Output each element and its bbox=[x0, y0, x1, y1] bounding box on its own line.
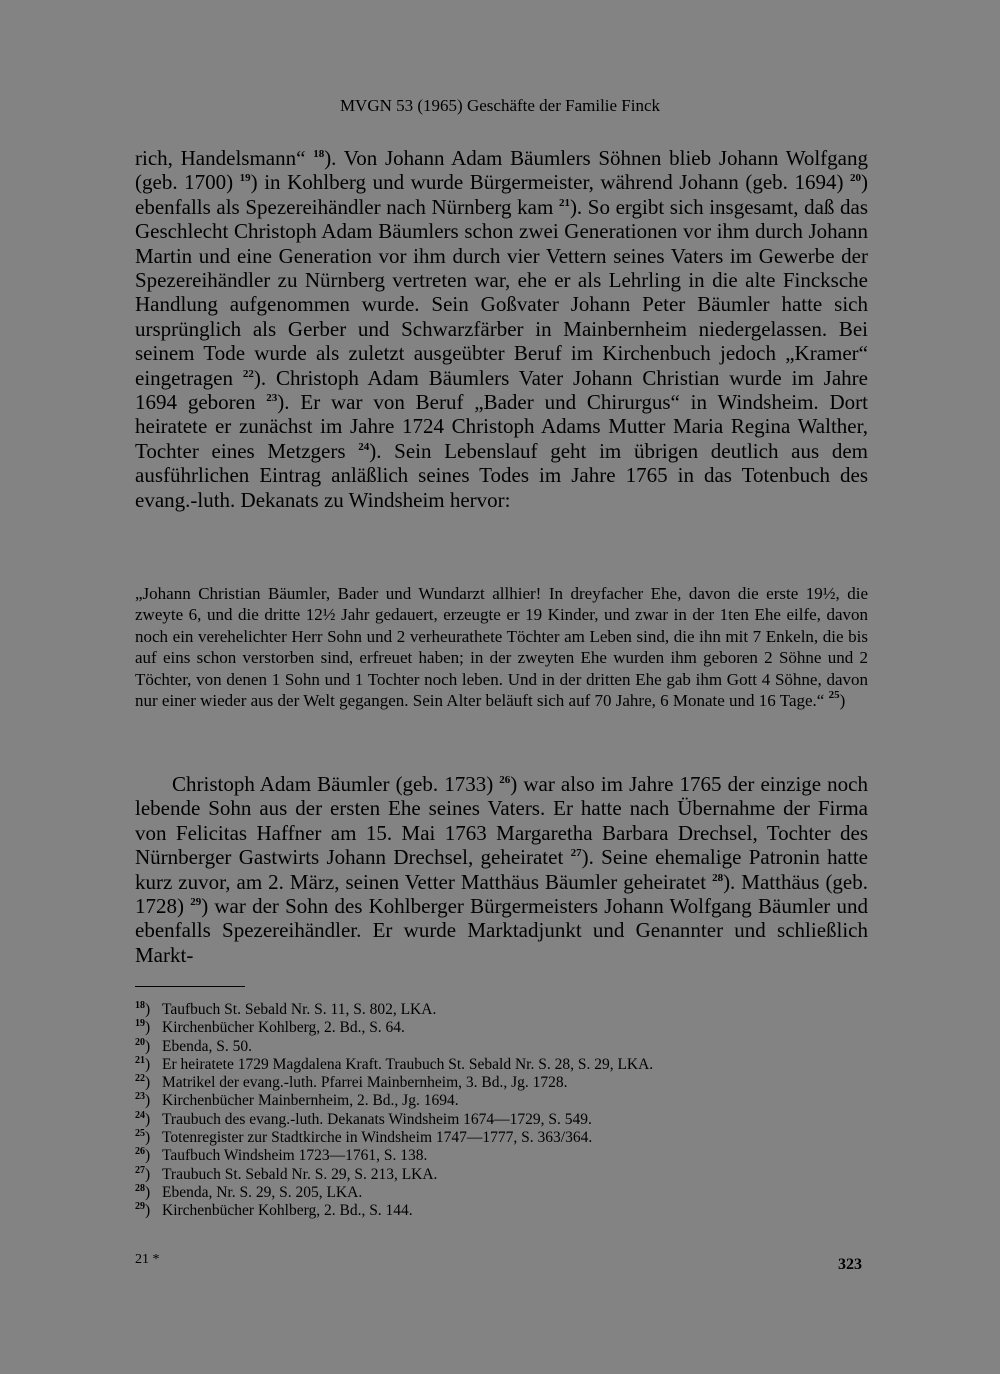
text-run: ). Von Johann Adam Bäumlers Söhnen blieb Johann Wolfgang (geb. 1700) bbox=[135, 146, 868, 195]
footnote-number: $^{28}$) bbox=[135, 1182, 151, 1201]
footnote-number: $^{19}$) bbox=[135, 1018, 151, 1037]
footnote-text: Taufbuch St. Sebald Nr. S. 11, S. 802, LKA. bbox=[162, 1001, 437, 1018]
text-run: rich, Handelsmann“ bbox=[135, 146, 314, 170]
footnote-list bbox=[135, 1001, 653, 1221]
footnote bbox=[135, 1129, 653, 1147]
footnote-text: Traubuch des evang.-luth. Dekanats Windsheim 1674—1729, S. 549. bbox=[162, 1110, 592, 1128]
footnote-number: $^{26}$) bbox=[135, 1146, 151, 1165]
footnote-number: $^{22}$) bbox=[135, 1073, 151, 1092]
page-number: 323 bbox=[838, 1256, 862, 1273]
footnote-number: $^{29}$) bbox=[135, 1201, 151, 1220]
text-run: Christoph Adam Bäumler (geb. 1733) bbox=[172, 772, 500, 796]
footnote-text: Kirchenbücher Kohlberg, 2. Bd., S. 64. bbox=[162, 1019, 405, 1037]
footnote bbox=[135, 1092, 653, 1110]
footnote-number: $^{27}$) bbox=[135, 1164, 151, 1183]
running-header: MVGN 53 (1965) Geschäfte der Familie Finck bbox=[339, 96, 661, 115]
text-run: ). Christoph Adam Bäumlers Vater Johann Christian wurde im Jahre 1694 geboren bbox=[135, 365, 868, 415]
footnote bbox=[135, 1038, 653, 1056]
text-run: ) war der Sohn des Kohlberger Bürgermeisters Johann Wolfgang Bäumler und ebenfalls Spezereihändler. Er wurde Marktadjunkt und Genannter und schließlich Markt- bbox=[135, 894, 869, 967]
footnote-text: Ebenda, Nr. S. 29, S. 205, LKA. bbox=[162, 1183, 363, 1201]
footnote-text: Matrikel der evang.-luth. Pfarrei Mainbernheim, 3. Bd., Jg. 1728. bbox=[162, 1074, 568, 1092]
text-run: ) bbox=[839, 691, 846, 711]
footnote bbox=[135, 1184, 653, 1202]
footnote-ref: 23 bbox=[266, 392, 278, 405]
block-quote bbox=[135, 583, 868, 711]
text-run: „Johann Christian Bäumler, Bader und Wundarzt allhier! In dreyfacher Ehe, davon die erste 19½, die zweyte 6, und die dritte 12½ Jahr gedauert, erzeugte er 19 Kinder, und zwar in der 1ten Ehe eilfe, davon noch ein verehelichter Herr Sohn und 2 verheurathete Töchter am Leben sind, die ihn mit 7 Enkeln, die bis auf eins schon verstorben sind, erfreuet haben; in der zweyten Ehe wurden ihm geboren 2 Söhne und 2 Töchter, von denen 1 Sohn und 1 Tochter noch leben. Und in der dritten Ehe gab ihm Gott 4 Söhne, davon nur einer wieder aus der Welt gegangen. Sein Alter beläuft sich auf 70 Jahre, 6 Monate und 16 Tage.“ bbox=[135, 584, 868, 711]
footnote-text: Totenregister zur Stadtkirche in Windsheim 1747—1777, S. 363/364. bbox=[162, 1129, 593, 1147]
footnote-text: Taufbuch Windsheim 1723—1761, S. 138. bbox=[162, 1147, 428, 1165]
signature-mark: 21 * bbox=[135, 1252, 160, 1267]
footnote bbox=[135, 1111, 653, 1129]
footnote-number: $^{25}$) bbox=[135, 1128, 151, 1147]
footnote bbox=[135, 1147, 653, 1165]
footnote bbox=[135, 1001, 653, 1019]
footnote-number: $^{20}$) bbox=[135, 1036, 151, 1055]
footnote-text: Kirchenbücher Kohlberg, 2. Bd., S. 144. bbox=[162, 1202, 413, 1220]
text-run: ). Matthäus (geb. 1728) bbox=[135, 869, 869, 919]
footnote-separator bbox=[135, 986, 245, 987]
text-run: ) in Kohlberg und wurde Bürgermeister, während Johann (geb. 1694) bbox=[250, 170, 850, 195]
footnote-text: Kirchenbücher Mainbernheim, 2. Bd., Jg. 1694. bbox=[162, 1092, 459, 1110]
body-paragraph-1 bbox=[135, 146, 868, 512]
footnote bbox=[135, 1019, 653, 1037]
text-run: ). Sein Lebenslauf geht im übrigen deutlich aus dem ausführlichen Eintrag anläßlich seines Todes im Jahre 1765 in das Totenbuch des evang.-luth. Dekanats zu Windsheim hervor: bbox=[135, 438, 868, 512]
footnote-ref: 20 bbox=[850, 172, 861, 185]
footnote-number: $^{18}$) bbox=[135, 1000, 151, 1018]
footnote-ref: 29 bbox=[190, 896, 202, 909]
footnote-text: Ebenda, S. 50. bbox=[162, 1037, 252, 1055]
footnote-text: Traubuch St. Sebald Nr. S. 29, S. 213, LKA. bbox=[162, 1165, 438, 1183]
footnote-ref: 21 bbox=[558, 196, 570, 209]
footnote bbox=[135, 1056, 653, 1074]
text-run: ) war also im Jahre 1765 der einzige noch lebende Sohn aus der ersten Ehe seines Vaters. Er hatte nach Übernahme der Firma von Felicitas Haffner am 15. Mai 1763 Margaretha Barbara Drechsel, Tochter des Nürnberger Gastwirts Johann Drechsel, geheiratet bbox=[135, 772, 869, 870]
text-run: ) ebenfalls als Spezereihändler nach Nürnberg kam bbox=[135, 170, 868, 219]
footnote-ref: 22 bbox=[242, 367, 254, 380]
footnote-ref: 27 bbox=[570, 847, 582, 860]
text-run: ). Er war von Beruf „Bader und Chirurgus“ in Windsheim. Dort heiratete er zunächst im Jahre 1724 Christoph Adams Mutter Maria Regina Walther, Tochter eines Metzgers bbox=[135, 390, 869, 463]
footnote-ref: 26 bbox=[499, 774, 511, 786]
footnote-ref: 25 bbox=[828, 689, 840, 702]
footnote-number: $^{24}$) bbox=[135, 1109, 151, 1128]
footnote bbox=[135, 1074, 653, 1092]
footnote-ref: 19 bbox=[239, 172, 251, 185]
footnote bbox=[135, 1202, 653, 1220]
text-run: ). So ergibt sich insgesamt, daß das Geschlecht Christoph Adam Bäumlers schon zwei Generationen vor ihm durch Johann Martin und eine Generation vor ihm durch vier Vettern seines Vaters im Gewerbe der Spezereihändler zu Nürnberg vertreten war, ehe er als Lehrling in die alte Fincksche Handlung aufgenommen wurde. Sein Goßvater Johann Peter Bäumler hatte sich ursprünglich als Gerber und Schwarzfärber in Mainbernheim niedergelassen. Bei seinem Tode wurde als zuletzt ausgeübter Beruf im Kirchenbuch jedoch „Kramer“ eingetragen bbox=[135, 194, 868, 390]
footnote-ref: 28 bbox=[712, 871, 724, 884]
body-paragraph-2 bbox=[135, 772, 868, 967]
footnote bbox=[135, 1166, 653, 1184]
footnote-number: $^{21}$) bbox=[135, 1054, 151, 1073]
footnote-ref: 24 bbox=[358, 440, 370, 453]
footnote-ref: 18 bbox=[313, 148, 325, 160]
text-run: ). Seine ehemalige Patronin hatte kurz zuvor, am 2. März, seinen Vetter Matthäus Bäumler geheiratet bbox=[135, 845, 868, 894]
footnote-text: Er heiratete 1729 Magdalena Kraft. Traubuch St. Sebald Nr. S. 28, S. 29, LKA. bbox=[162, 1055, 654, 1073]
footnote-number: $^{23}$) bbox=[135, 1091, 151, 1110]
